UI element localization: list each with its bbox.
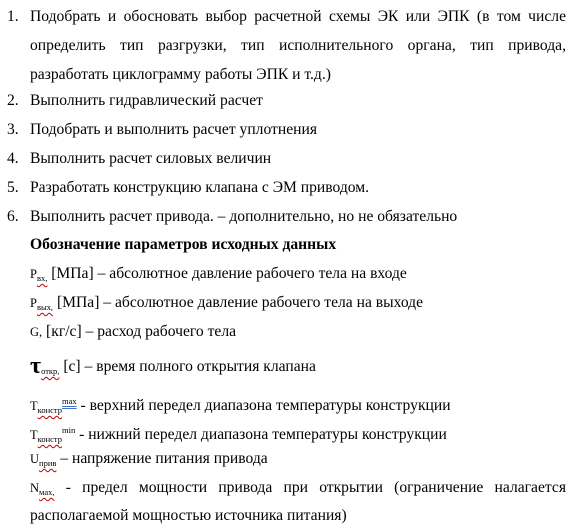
tau-symbol: τ [30,353,42,379]
param-symbol: T [30,399,38,413]
list-text: Подобрать и выполнить расчет уплотнения [30,121,317,138]
list-text: Разработать конструкцию клапана с ЭМ приводом. [30,179,370,196]
list-text: Подобрать и обосновать выбор расчетной схемы ЭК или ЭПК (в том числе [30,8,566,25]
param-symbol: N [30,481,40,495]
param-description: - нижний передел диапазона температуры конструкции [75,426,447,443]
list-text: Выполнить расчет силовых величин [30,150,272,167]
list-text: Выполнить расчет привода. – дополнительно, но не обязательно [30,208,458,225]
list-number: 6. [7,208,19,225]
param-description: - верхний передел диапазона температуры конструкции [76,397,451,414]
list-text: определить тип разгрузки, тип исполнительного органа, тип привода, [30,37,566,54]
list-number: 3. [7,121,19,138]
list-text: Выполнить гидравлический расчет [30,92,263,109]
list-text: разработать циклограмму работы ЭПК и т.д.) [30,66,331,83]
list-number: 1. [7,8,19,25]
param-description: - предел мощности привода при открытии (ограничение налагается [54,479,566,496]
param-subscript: вх, [36,273,48,283]
param-subscript: вых, [36,302,54,312]
param-subscript: констр [37,434,62,444]
heading-text: Обозначение параметров исходных данных [30,236,337,253]
param-symbol: G, [30,325,43,339]
param-description: [МПа] – абсолютное давление рабочего тела на входе [47,265,407,282]
param-description: [с] – время полного открытия клапана [59,358,316,375]
param-subscript: откр, [41,366,60,376]
param-description: – напряжение питания привода [56,450,268,467]
param-superscript: min [61,425,76,435]
param-symbol: T [30,428,38,442]
list-number: 5. [7,179,19,196]
param-description: [МПа] – абсолютное давление рабочего тела на выходе [53,294,424,311]
param-description: располагаемой мощностью источника питания) [30,507,347,524]
param-symbol: U [30,452,40,466]
param-subscript: мах, [39,487,55,497]
param-symbol: P [30,267,37,281]
param-subscript: констр [37,405,62,415]
list-number: 2. [7,92,19,109]
param-superscript: max [61,396,77,406]
param-description: [кг/с] – расход рабочего тела [42,323,237,340]
param-symbol: P [30,296,37,310]
param-subscript: прив [39,458,57,468]
list-number: 4. [7,150,19,167]
